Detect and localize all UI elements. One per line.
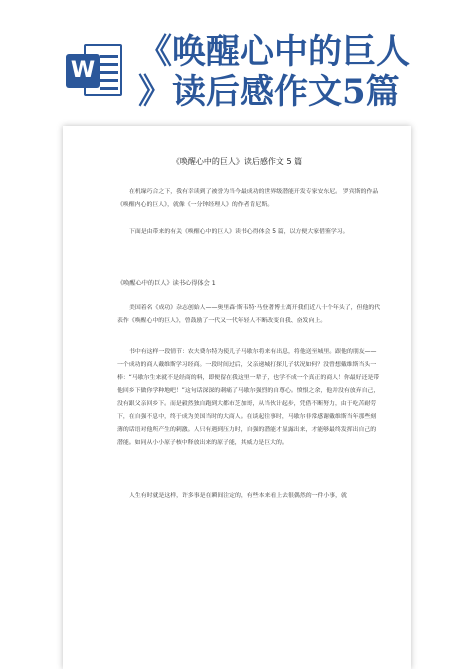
word-icon xyxy=(66,40,124,98)
document-title: 《唤醒心中的巨人》读后感作文 5 篇 xyxy=(171,157,303,166)
document-page xyxy=(63,126,411,669)
page-title-line-2: 》读后感作文5篇 xyxy=(138,72,400,112)
body-paragraph: 人生有时就是这样，许多事是在瞬间注定的，有些本来看上去很偶然的一件小事，就 xyxy=(129,493,347,499)
body-paragraph: 书中有这样一段情节：农夫费尔特为使儿子马歇尔将来有出息，将他送至城里。跟他的朋友——一个成功的商人戴维斯学习经商。一段时间过后，父亲递城打探儿子状况如何？没曾想戴维斯当头一棒：“马歇尔生来就不是经商的料，即便留在我这里一辈子，也学不成一个真正的商人！你最好还是带他回乡下做你学种地吧！”这句话深深的刺痛了马歇尔强烈的自尊心。愤恨之余，他并没有放弃自己，没有跟父亲回乡下。而是毅然独自跑到大都市芝加哥，从当伙计起步，凭借不断努力，由于吃苦耐劳下，在自强不息中，终于成为美国当时的大商人。在谈起往事时，马歇尔非常感谢戴维斯当年那些刻薄的话语对他所产生的刺激。人只有遇到压力时，自强的潜能才显露出来，才能够最终发挥出自己的潜能。如同从小小原子核中释放出来的原子能，其威力是巨大的。 xyxy=(117,349,380,446)
section-heading: 《唤醒心中的巨人》读书心得体会 1 xyxy=(117,280,216,287)
banner-header xyxy=(0,0,474,112)
body-paragraph: 美国着名《成功》杂志创始人——奥里森·斯韦特·马登著博士离开我们近八十个年头了，但他的代表作《唤醒心中的巨人》，曾鼓励了一代又一代年轻人不断改变自我、奋发向上。 xyxy=(117,305,381,324)
intro-paragraph: 下面是由带来的有关《唤醒心中的巨人》读书心得体会 5 篇，以方便大家借鉴学习。 xyxy=(129,229,349,235)
page-title xyxy=(138,32,464,112)
page-title-line-1: 《唤醒心中的巨人 xyxy=(138,32,410,72)
word-w-badge: W xyxy=(66,54,100,88)
intro-paragraph: 在机缘巧合之下，我有幸读到了被誉为当今最成功的世界级潜能开发专家安东尼。 罗宾斯的作品《唤醒内心的巨人》，就像《一分钟经理人》的作者肯尼斯。 xyxy=(117,189,379,208)
